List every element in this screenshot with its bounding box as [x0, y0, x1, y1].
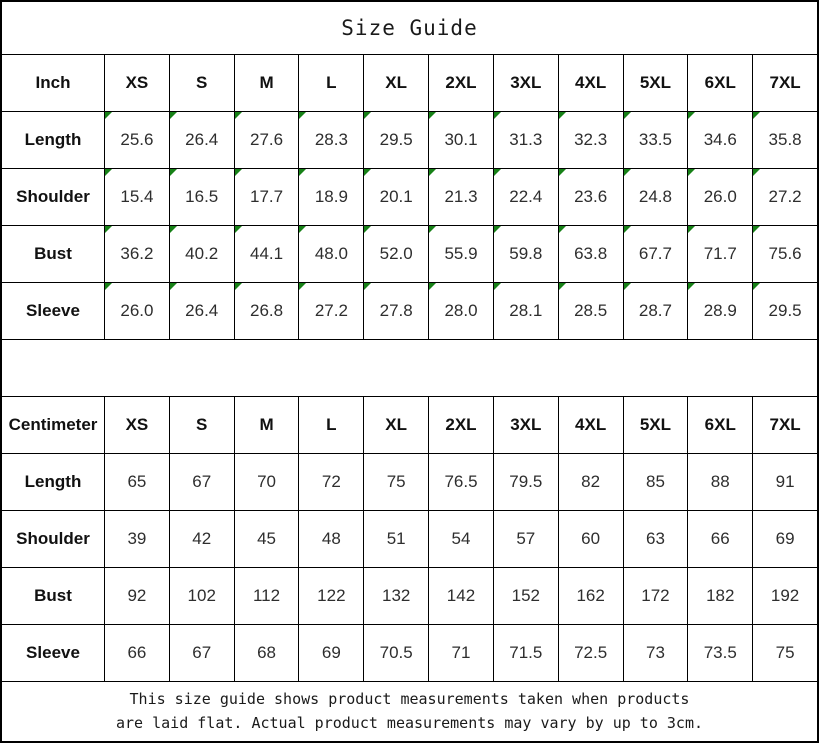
measurement-value: 71 — [451, 643, 471, 662]
measurement-cell — [299, 454, 363, 510]
size-column-header — [170, 55, 234, 111]
corner-marker-icon — [688, 169, 695, 176]
measurement-cell — [429, 511, 493, 567]
measurement-cell — [170, 454, 234, 510]
table-spacer — [2, 340, 817, 396]
size-column-header-text: S — [196, 73, 208, 92]
measurement-value: 75 — [386, 472, 406, 491]
corner-marker-icon — [688, 283, 695, 290]
size-column-header-text: L — [326, 415, 337, 434]
corner-marker-icon — [624, 169, 631, 176]
measurement-cell — [494, 568, 558, 624]
measurement-value: 67.7 — [638, 244, 672, 263]
corner-marker-icon — [299, 112, 306, 119]
corner-marker-icon — [299, 226, 306, 233]
size-column-header-text: XL — [385, 415, 408, 434]
table-header-row — [2, 55, 817, 111]
measurement-value: 26.4 — [185, 301, 219, 320]
measurement-cell — [688, 454, 752, 510]
measurement-cell — [688, 169, 752, 225]
corner-marker-icon — [364, 112, 371, 119]
table-header-row — [2, 397, 817, 453]
measurement-row-label: Bust — [2, 568, 104, 624]
corner-marker-icon — [105, 112, 112, 119]
measurement-cell — [299, 568, 363, 624]
measurement-cell — [170, 511, 234, 567]
corner-marker-icon — [624, 226, 631, 233]
measurement-cell — [753, 169, 817, 225]
measurement-value: 69 — [321, 643, 341, 662]
measurement-value: 30.1 — [444, 130, 478, 149]
corner-marker-icon — [170, 112, 177, 119]
measurement-cell — [105, 112, 169, 168]
corner-marker-icon — [559, 226, 566, 233]
measurement-value: 25.6 — [120, 130, 154, 149]
corner-marker-icon — [753, 283, 760, 290]
measurement-value: 16.5 — [185, 187, 219, 206]
corner-marker-icon — [235, 226, 242, 233]
measurement-value: 22.4 — [509, 187, 543, 206]
size-column-header — [364, 397, 428, 453]
size-column-header — [299, 397, 363, 453]
size-column-header-text: 5XL — [639, 73, 672, 92]
inch-size-table — [2, 55, 817, 339]
table-row — [2, 568, 817, 624]
measurement-value: 67 — [192, 643, 212, 662]
measurement-cell — [235, 169, 299, 225]
size-column-header — [688, 397, 752, 453]
measurement-value: 18.9 — [314, 187, 348, 206]
corner-marker-icon — [688, 226, 695, 233]
measurement-value: 15.4 — [120, 187, 154, 206]
corner-marker-icon — [688, 112, 695, 119]
measurement-cell — [753, 511, 817, 567]
corner-marker-icon — [364, 169, 371, 176]
table-row — [2, 511, 817, 567]
corner-marker-icon — [364, 283, 371, 290]
measurement-cell — [494, 511, 558, 567]
measurement-cell — [624, 511, 688, 567]
measurement-value: 52.0 — [379, 244, 413, 263]
size-column-header-text: 7XL — [769, 415, 801, 434]
corner-marker-icon — [494, 226, 501, 233]
size-column-header-text: XS — [125, 73, 149, 92]
corner-marker-icon — [429, 169, 436, 176]
footer-note-line-2: are laid flat. Actual product measurements may vary by up to 3cm. — [116, 713, 703, 732]
measurement-value: 162 — [576, 586, 605, 605]
measurement-cell — [235, 625, 299, 681]
measurement-value: 27.2 — [314, 301, 348, 320]
title-row — [2, 2, 817, 54]
measurement-value: 70 — [257, 472, 276, 491]
measurement-value: 71.5 — [509, 643, 543, 662]
measurement-value: 66 — [127, 643, 147, 662]
measurement-value: 72.5 — [574, 643, 608, 662]
measurement-value: 122 — [317, 586, 346, 605]
measurement-cell — [170, 169, 234, 225]
measurement-cell — [429, 625, 493, 681]
measurement-cell — [624, 169, 688, 225]
measurement-cell — [624, 112, 688, 168]
corner-marker-icon — [429, 283, 436, 290]
table-row — [2, 625, 817, 681]
size-column-header-text: L — [326, 73, 337, 92]
measurement-cell — [105, 454, 169, 510]
measurement-cell — [364, 568, 428, 624]
corner-marker-icon — [753, 112, 760, 119]
measurement-value: 142 — [446, 586, 476, 605]
measurement-value: 36.2 — [120, 244, 154, 263]
measurement-value: 48 — [321, 529, 341, 548]
size-column-header-text: M — [259, 73, 274, 92]
table-row — [2, 112, 817, 168]
measurement-cell — [753, 226, 817, 282]
measurement-cell — [105, 283, 169, 339]
measurement-row-label: Length — [2, 112, 104, 168]
measurement-cell — [364, 226, 428, 282]
measurement-value: 26.4 — [185, 130, 219, 149]
measurement-cell — [753, 283, 817, 339]
measurement-cell — [105, 625, 169, 681]
measurement-row-label: Bust — [2, 226, 104, 282]
corner-marker-icon — [624, 283, 631, 290]
corner-marker-icon — [753, 169, 760, 176]
unit-label: Centimeter — [2, 397, 104, 453]
measurement-value: 73.5 — [703, 643, 737, 662]
size-column-header-text: 4XL — [575, 415, 607, 434]
measurement-cell — [235, 511, 299, 567]
measurement-cell — [688, 226, 752, 282]
measurement-cell — [559, 283, 623, 339]
measurement-cell — [299, 226, 363, 282]
corner-marker-icon — [105, 226, 112, 233]
measurement-value: 172 — [641, 586, 670, 605]
corner-marker-icon — [429, 112, 436, 119]
measurement-value: 55.9 — [444, 244, 478, 263]
table-row — [2, 226, 817, 282]
measurement-cell — [624, 625, 688, 681]
size-column-header-text: 4XL — [575, 73, 607, 92]
measurement-value: 76.5 — [444, 472, 478, 491]
measurement-cell — [559, 169, 623, 225]
measurement-value: 152 — [511, 586, 540, 605]
measurement-cell — [105, 511, 169, 567]
corner-marker-icon — [170, 169, 177, 176]
measurement-value: 24.8 — [638, 187, 672, 206]
measurement-value: 192 — [770, 586, 800, 605]
size-column-header — [624, 397, 688, 453]
size-column-header — [429, 397, 493, 453]
measurement-cell — [753, 112, 817, 168]
measurement-value: 63 — [645, 529, 665, 548]
size-column-header-text: 5XL — [639, 415, 672, 434]
measurement-cell — [170, 112, 234, 168]
size-column-header — [559, 55, 623, 111]
measurement-value: 63.8 — [574, 244, 608, 263]
measurement-value: 27.8 — [379, 301, 413, 320]
measurement-cell — [559, 511, 623, 567]
measurement-value: 26.0 — [120, 301, 154, 320]
size-column-header — [624, 55, 688, 111]
measurement-value: 88 — [710, 472, 730, 491]
measurement-cell — [688, 568, 752, 624]
measurement-value: 112 — [252, 586, 281, 605]
measurement-value: 28.5 — [574, 301, 608, 320]
measurement-cell — [559, 625, 623, 681]
measurement-value: 28.3 — [314, 130, 348, 149]
measurement-cell — [624, 454, 688, 510]
measurement-value: 26.8 — [249, 301, 284, 320]
corner-marker-icon — [235, 169, 242, 176]
measurement-cell — [364, 511, 428, 567]
size-column-header — [559, 397, 623, 453]
measurement-value: 75 — [775, 643, 795, 662]
size-column-header — [494, 397, 558, 453]
size-column-header — [494, 55, 558, 111]
measurement-cell — [429, 454, 493, 510]
measurement-cell — [299, 112, 363, 168]
measurement-cell — [624, 283, 688, 339]
unit-label: Inch — [2, 55, 104, 111]
measurement-value: 31.3 — [509, 130, 543, 149]
corner-marker-icon — [105, 283, 112, 290]
measurement-row-label: Sleeve — [2, 625, 104, 681]
measurement-value: 20.1 — [379, 187, 413, 206]
size-column-header-text: S — [196, 415, 208, 434]
size-column-header — [235, 397, 299, 453]
measurement-cell — [364, 454, 428, 510]
table-row — [2, 283, 817, 339]
corner-marker-icon — [624, 112, 631, 119]
size-column-header-text: XL — [385, 73, 408, 92]
corner-marker-icon — [170, 226, 177, 233]
measurement-cell — [364, 112, 428, 168]
measurement-value: 28.1 — [509, 301, 543, 320]
corner-marker-icon — [559, 169, 566, 176]
corner-marker-icon — [299, 283, 306, 290]
measurement-cell — [559, 226, 623, 282]
measurement-value: 42 — [192, 529, 212, 548]
measurement-cell — [494, 112, 558, 168]
measurement-cell — [494, 625, 558, 681]
measurement-value: 28.7 — [638, 301, 672, 320]
measurement-value: 65 — [127, 472, 147, 491]
corner-marker-icon — [494, 112, 501, 119]
measurement-cell — [299, 283, 363, 339]
footer-note-line-1: This size guide shows product measurements taken when products — [129, 690, 690, 709]
measurement-cell — [170, 625, 234, 681]
measurement-value: 75.6 — [768, 244, 802, 263]
measurement-cell — [105, 568, 169, 624]
measurement-cell — [753, 568, 817, 624]
measurement-value: 60 — [581, 529, 601, 548]
measurement-value: 26.0 — [703, 187, 737, 206]
measurement-cell — [559, 454, 623, 510]
measurement-value: 28.0 — [444, 301, 478, 320]
measurement-cell — [170, 283, 234, 339]
measurement-value: 54 — [451, 529, 471, 548]
measurement-value: 57 — [516, 529, 536, 548]
size-column-header-text: 6XL — [704, 415, 736, 434]
table-row — [2, 169, 817, 225]
measurement-cell — [688, 283, 752, 339]
size-column-header — [299, 55, 363, 111]
measurement-value: 132 — [381, 586, 411, 605]
measurement-value: 32.3 — [574, 130, 608, 149]
measurement-cell — [364, 625, 428, 681]
measurement-cell — [170, 568, 234, 624]
measurement-value: 82 — [581, 472, 601, 491]
corner-marker-icon — [235, 283, 242, 290]
measurement-value: 92 — [127, 586, 147, 605]
corner-marker-icon — [753, 226, 760, 233]
size-column-header-text: 2XL — [445, 73, 477, 92]
corner-marker-icon — [559, 283, 566, 290]
size-column-header-text: 6XL — [704, 73, 736, 92]
size-column-header — [688, 55, 752, 111]
measurement-value: 66 — [710, 529, 730, 548]
size-column-header-text: XS — [125, 415, 149, 434]
measurement-value: 102 — [187, 586, 216, 605]
size-column-header — [170, 397, 234, 453]
size-column-header — [364, 55, 428, 111]
measurement-cell — [299, 511, 363, 567]
size-column-header — [105, 397, 169, 453]
size-column-header-text: 2XL — [445, 415, 477, 434]
size-column-header — [753, 55, 817, 111]
measurement-cell — [494, 283, 558, 339]
measurement-cell — [235, 283, 299, 339]
measurement-cell — [364, 283, 428, 339]
measurement-cell — [753, 625, 817, 681]
measurement-value: 23.6 — [574, 187, 608, 206]
measurement-value: 48.0 — [314, 244, 348, 263]
measurement-value: 69 — [775, 529, 795, 548]
measurement-cell — [559, 568, 623, 624]
measurement-cell — [429, 112, 493, 168]
measurement-value: 67 — [192, 472, 212, 491]
measurement-value: 34.6 — [703, 130, 737, 149]
corner-marker-icon — [235, 112, 242, 119]
table-row — [2, 454, 817, 510]
page-title: Size Guide — [341, 16, 478, 40]
measurement-cell — [688, 625, 752, 681]
centimeter-size-table — [2, 397, 817, 681]
measurement-value: 29.5 — [379, 130, 413, 149]
measurement-value: 85 — [645, 472, 665, 491]
size-column-header-text: 7XL — [769, 73, 801, 92]
measurement-row-label: Shoulder — [2, 169, 104, 225]
measurement-value: 27.6 — [249, 130, 284, 149]
corner-marker-icon — [429, 226, 436, 233]
size-column-header-text: 3XL — [510, 415, 542, 434]
measurement-cell — [688, 511, 752, 567]
footer-note — [2, 682, 817, 741]
measurement-cell — [299, 625, 363, 681]
measurement-value: 70.5 — [379, 643, 413, 662]
measurement-row-label: Sleeve — [2, 283, 104, 339]
size-column-header — [235, 55, 299, 111]
measurement-value: 29.5 — [768, 301, 802, 320]
corner-marker-icon — [299, 169, 306, 176]
measurement-value: 59.8 — [509, 244, 543, 263]
measurement-cell — [559, 112, 623, 168]
measurement-cell — [688, 112, 752, 168]
measurement-cell — [624, 568, 688, 624]
measurement-cell — [235, 568, 299, 624]
measurement-value: 45 — [257, 529, 276, 548]
measurement-cell — [624, 226, 688, 282]
measurement-cell — [235, 226, 299, 282]
measurement-cell — [299, 169, 363, 225]
measurement-value: 79.5 — [509, 472, 543, 491]
size-column-header — [105, 55, 169, 111]
measurement-cell — [235, 454, 299, 510]
corner-marker-icon — [494, 283, 501, 290]
measurement-cell — [170, 226, 234, 282]
measurement-value: 28.9 — [703, 301, 737, 320]
corner-marker-icon — [105, 169, 112, 176]
size-column-header — [753, 397, 817, 453]
measurement-row-label: Shoulder — [2, 511, 104, 567]
measurement-value: 21.3 — [444, 187, 478, 206]
measurement-value: 91 — [775, 472, 795, 491]
corner-marker-icon — [494, 169, 501, 176]
measurement-value: 27.2 — [768, 187, 802, 206]
measurement-cell — [429, 283, 493, 339]
measurement-cell — [429, 226, 493, 282]
measurement-cell — [364, 169, 428, 225]
measurement-value: 33.5 — [638, 130, 672, 149]
measurement-value: 68 — [257, 643, 276, 662]
measurement-cell — [105, 169, 169, 225]
measurement-value: 17.7 — [249, 187, 284, 206]
measurement-value: 72 — [321, 472, 341, 491]
size-column-header — [429, 55, 493, 111]
measurement-cell — [235, 112, 299, 168]
size-column-header-text: M — [259, 415, 274, 434]
corner-marker-icon — [170, 283, 177, 290]
corner-marker-icon — [559, 112, 566, 119]
measurement-value: 51 — [386, 529, 406, 548]
measurement-value: 39 — [127, 529, 147, 548]
corner-marker-icon — [364, 226, 371, 233]
measurement-cell — [494, 169, 558, 225]
measurement-value: 182 — [706, 586, 735, 605]
measurement-cell — [429, 169, 493, 225]
measurement-cell — [105, 226, 169, 282]
measurement-cell — [429, 568, 493, 624]
measurement-cell — [494, 226, 558, 282]
measurement-value: 44.1 — [249, 244, 284, 263]
measurement-value: 40.2 — [185, 244, 219, 263]
measurement-value: 71.7 — [703, 244, 737, 263]
measurement-cell — [753, 454, 817, 510]
measurement-value: 73 — [645, 643, 665, 662]
measurement-cell — [494, 454, 558, 510]
measurement-value: 35.8 — [768, 130, 802, 149]
size-column-header-text: 3XL — [510, 73, 542, 92]
measurement-row-label: Length — [2, 454, 104, 510]
